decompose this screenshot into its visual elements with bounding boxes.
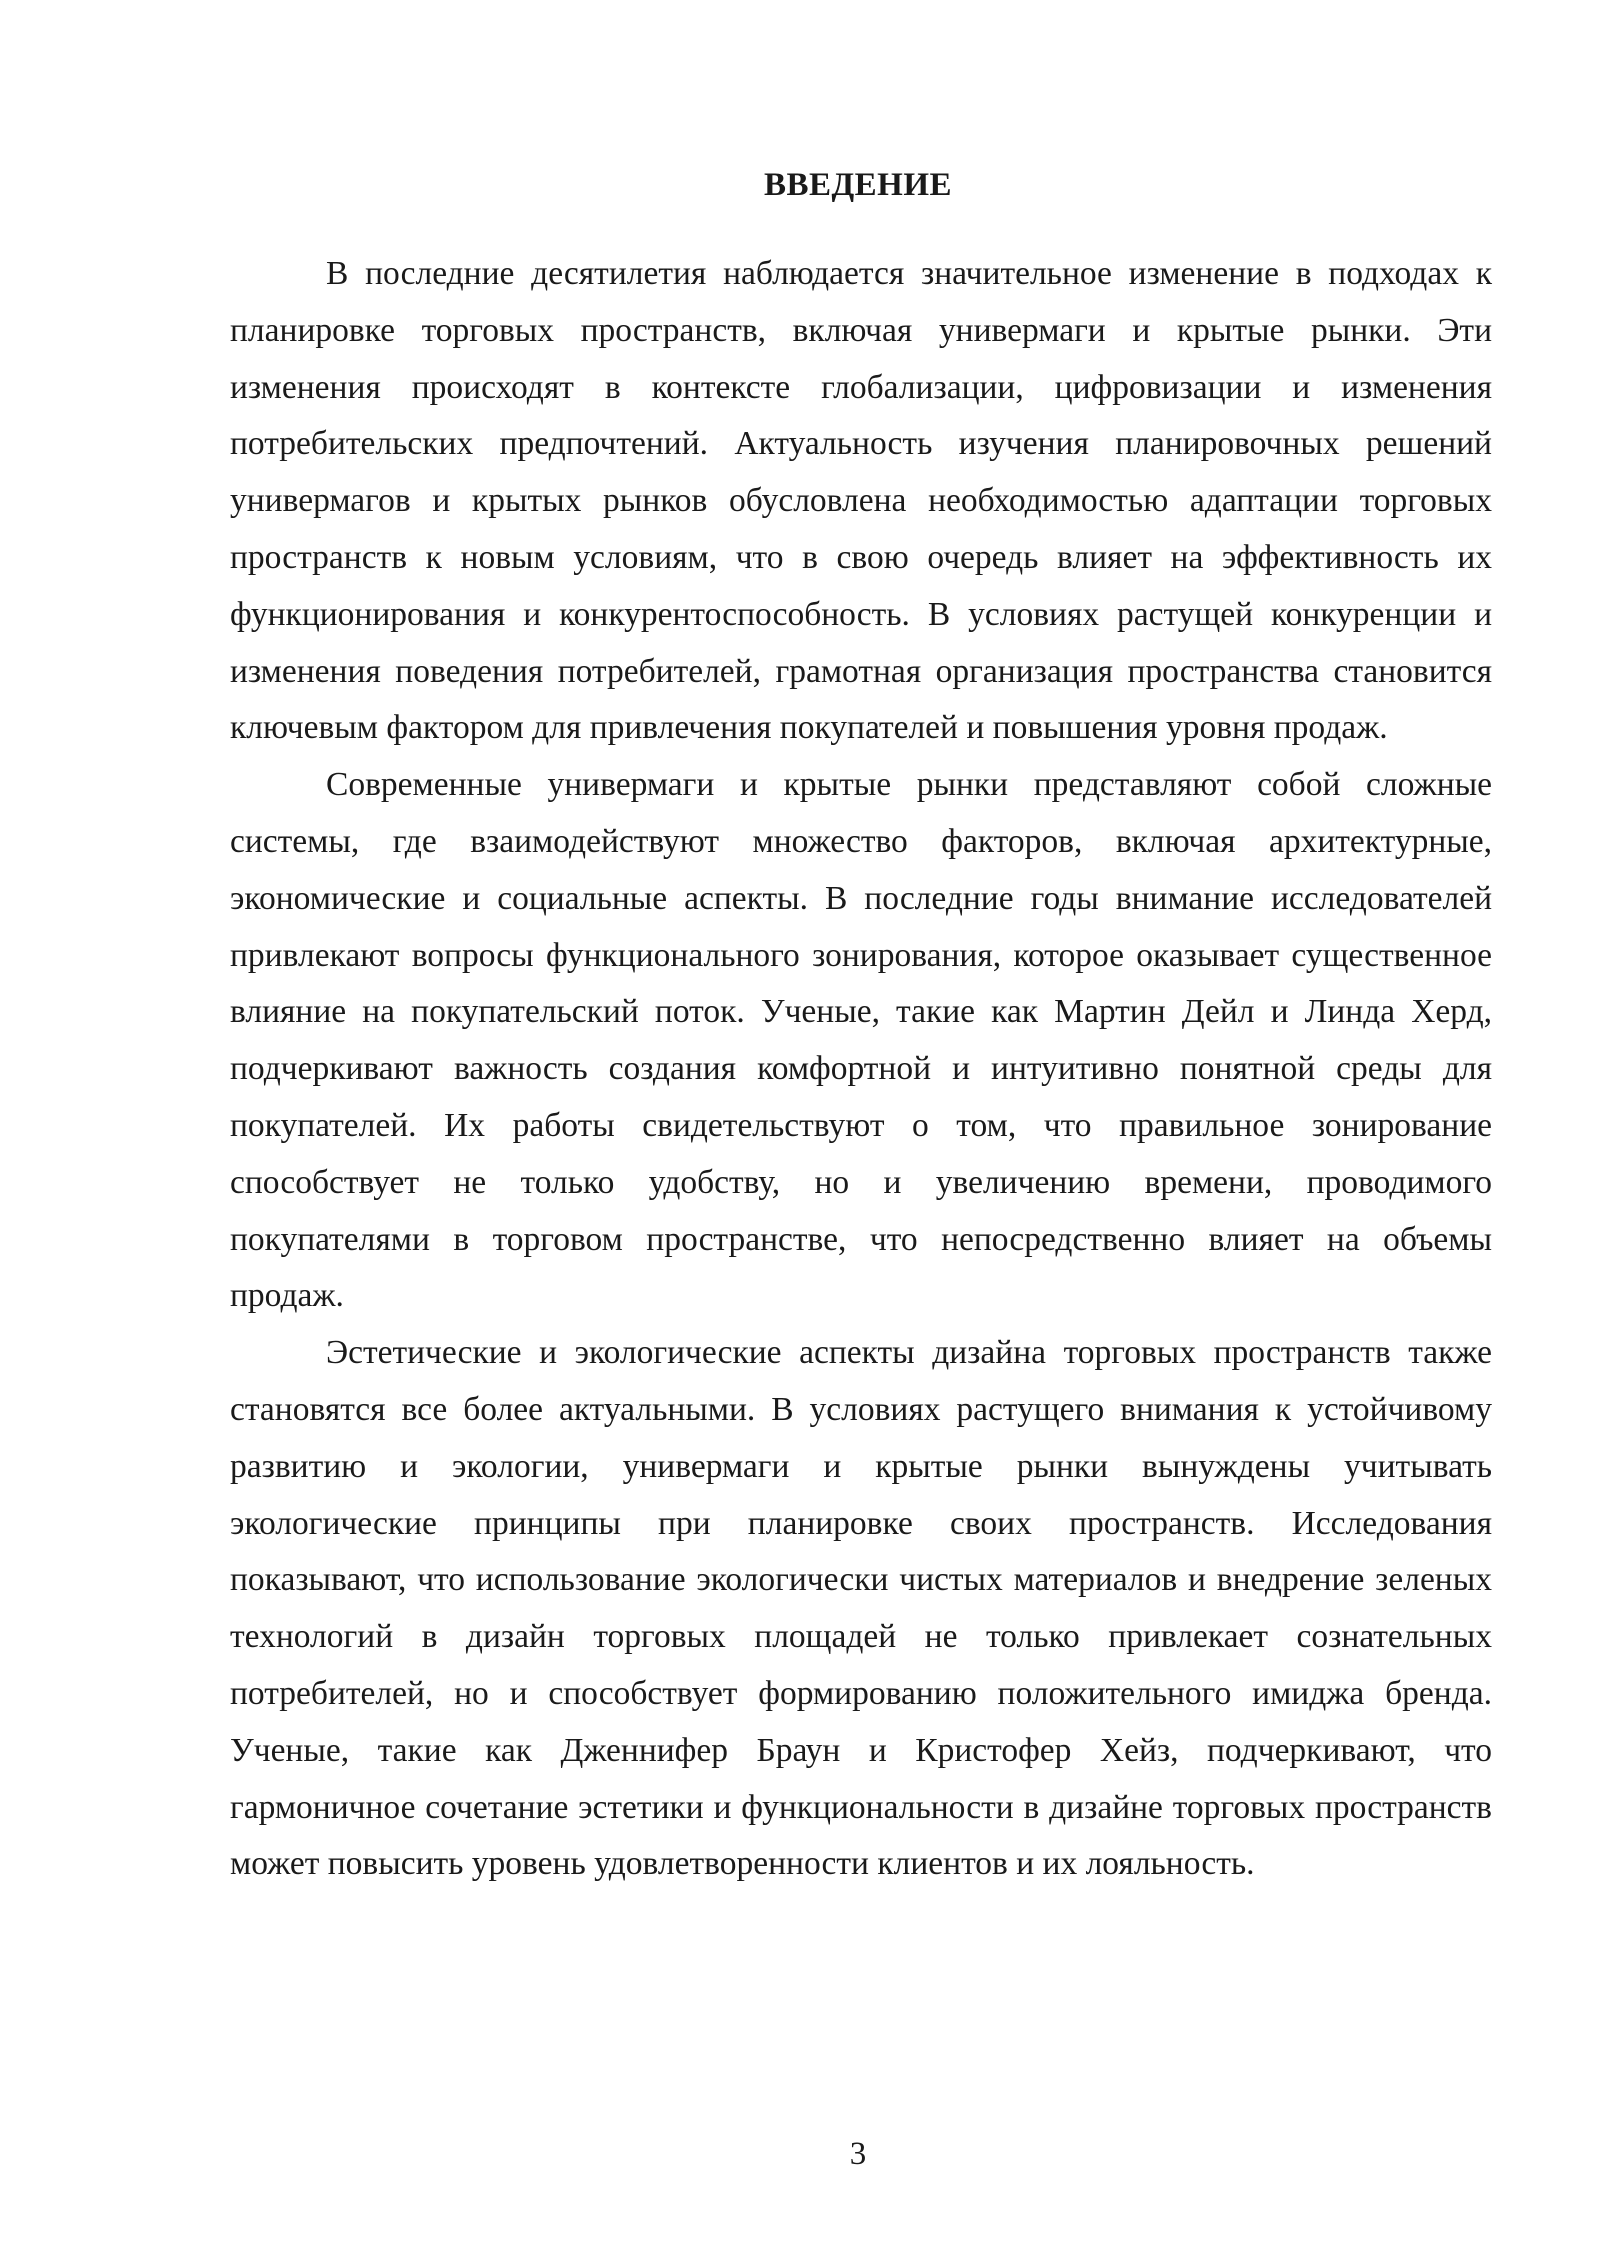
page-number: 3 <box>849 2136 867 2172</box>
body-text <box>230 246 1492 1893</box>
paragraph-2: Современные универмаги и крытые рынки представляют собой сложные системы, где взаимодействуют множество факторов, включая архитектурные, экономические и социальные аспекты. В последние годы внимание исследователей привлекают вопросы функционального зонирования, которое оказывает существенное влияние на покупательский поток. Ученые, такие как Мартин Дейл и Линда Херд, подчеркивают важность создания комфортной и интуитивно понятной среды для покупателей. Их работы свидетельствуют о том, что правильное зонирование способствует не только удобству, но и увеличению времени, проводимого покупателями в торговом пространстве, что непосредственно влияет на объемы продаж. <box>230 766 1492 1315</box>
section-title: ВВЕДЕНИЕ <box>763 167 953 203</box>
paragraph-3: Эстетические и экологические аспекты дизайна торговых пространств также становятся все более актуальными. В условиях растущего внимания к устойчивому развитию и экологии, универмаги и крытые рынки вынуждены учитывать экологические принципы при планировке своих пространств. Исследования показывают, что использование экологически чистых материалов и внедрение зеленых технологий в дизайн торговых площадей не только привлекает сознательных потребителей, но и способствует формированию положительного имиджа бренда. Ученые, такие как Дженнифер Браун и Кристофер Хейз, подчеркивают, что гармоничное сочетание эстетики и функциональности в дизайне торговых пространств может повысить уровень удовлетворенности клиентов и их лояльность. <box>230 1334 1492 1883</box>
paragraph-1: В последние десятилетия наблюдается значительное изменение в подходах к планировке торговых пространств, включая универмаги и крытые рынки. Эти изменения происходят в контексте глобализации, цифровизации и изменения потребительских предпочтений. Актуальность изучения планировочных решений универмагов и крытых рынков обусловлена необходимостью адаптации торговых пространств к новым условиям, что в свою очередь влияет на эффективность их функционирования и конкурентоспособность. В условиях растущей конкуренции и изменения поведения потребителей, грамотная организация пространства становится ключевым фактором для привлечения покупателей и повышения уровня продаж. <box>230 255 1492 747</box>
